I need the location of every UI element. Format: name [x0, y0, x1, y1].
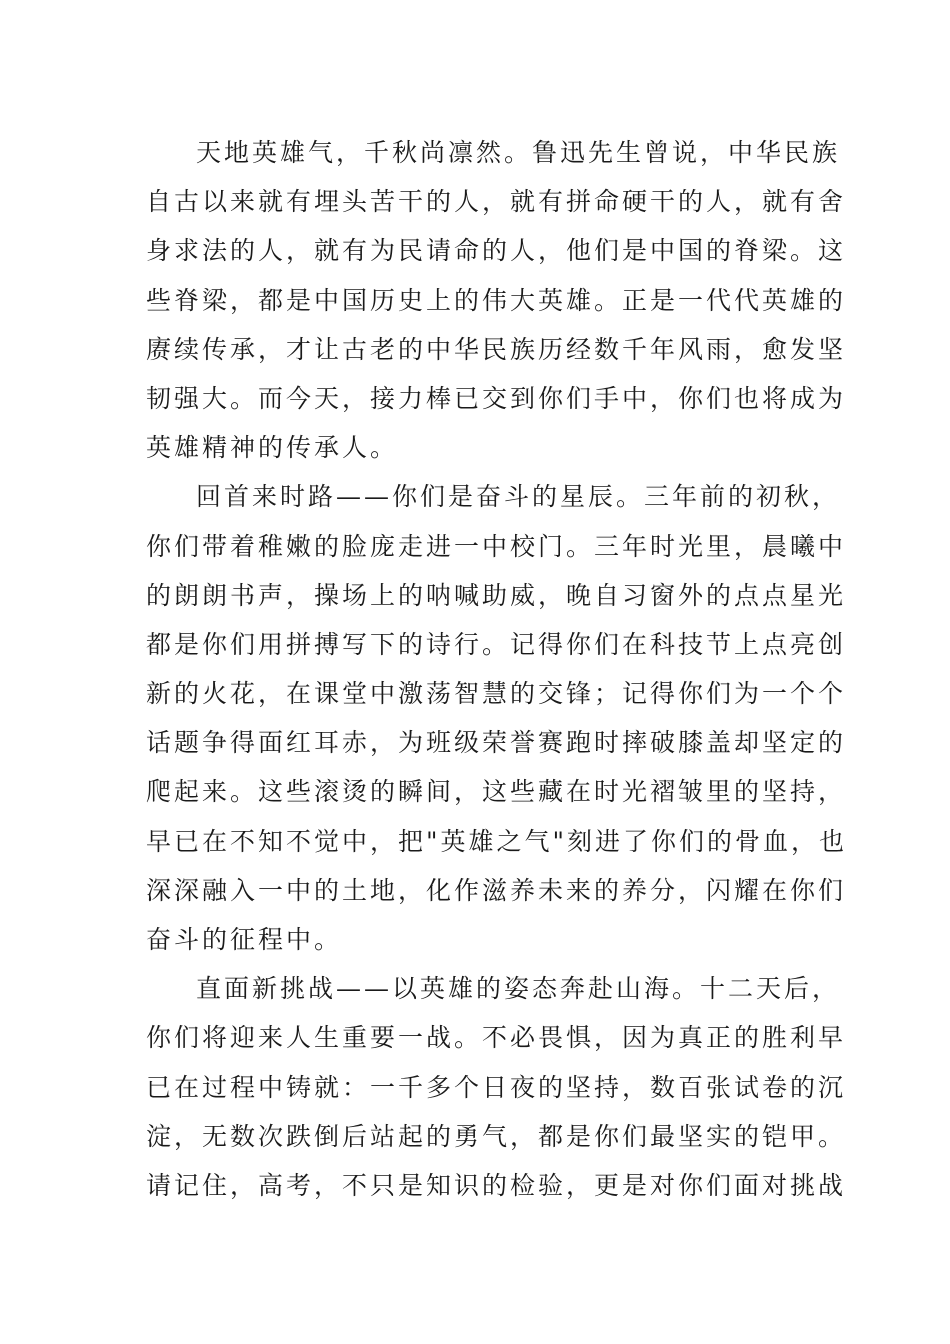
text-line: 的朗朗书声，操场上的呐喊助威，晚自习窗外的点点星光	[146, 580, 847, 610]
text-line: 你们将迎来人生重要一战。不必畏惧，因为真正的胜利早	[146, 1023, 847, 1053]
text-line: 直面新挑战——以英雄的姿态奔赴山海。十二天后，	[196, 974, 841, 1004]
text-line: 请记住，高考，不只是知识的检验，更是对你们面对挑战	[146, 1170, 847, 1200]
text-line: 天地英雄气，千秋尚凛然。鲁迅先生曾说，中华民族	[196, 138, 841, 167]
text-line: 身求法的人，就有为民请命的人，他们是中国的脊梁。这	[146, 236, 847, 266]
text-line: 早已在不知不觉中，把"英雄之气"刻进了你们的骨血，也	[146, 826, 848, 856]
paragraph-2	[146, 472, 848, 964]
text-line: 话题争得面红耳赤，为班级荣誉赛跑时摔破膝盖却坚定的	[146, 728, 847, 758]
text-line: 些脊梁，都是中国历史上的伟大英雄。正是一代代英雄的	[146, 285, 847, 315]
text-line: 赓续传承，才让古老的中华民族历经数千年风雨，愈发坚	[146, 334, 847, 364]
text-line: 爬起来。这些滚烫的瞬间，这些藏在时光褶皱里的坚持，	[146, 777, 847, 807]
paragraph-3	[146, 964, 847, 1210]
document-body	[146, 128, 848, 1210]
text-line: 你们带着稚嫩的脸庞走进一中校门。三年时光里，晨曦中	[146, 531, 847, 561]
text-line: 英雄精神的传承人。	[146, 433, 399, 463]
text-line: 新的火花，在课堂中激荡智慧的交锋；记得你们为一个个	[146, 679, 847, 709]
text-line: 自古以来就有埋头苦干的人，就有拼命硬干的人，就有舍	[146, 187, 847, 217]
text-line: 已在过程中铸就：一千多个日夜的坚持，数百张试卷的沉	[146, 1072, 847, 1102]
text-line: 都是你们用拼搏写下的诗行。记得你们在科技节上点亮创	[146, 629, 847, 659]
text-line: 奋斗的征程中。	[146, 925, 343, 954]
text-line: 韧强大。而今天，接力棒已交到你们手中，你们也将成为	[146, 383, 847, 413]
text-line: 深深融入一中的土地，化作滋养未来的养分，闪耀在你们	[146, 875, 847, 905]
text-line: 回首来时路——你们是奋斗的星辰。三年前的初秋，	[196, 482, 841, 512]
text-line: 淀，无数次跌倒后站起的勇气，都是你们最坚实的铠甲。	[146, 1121, 847, 1151]
paragraph-1	[146, 128, 847, 472]
